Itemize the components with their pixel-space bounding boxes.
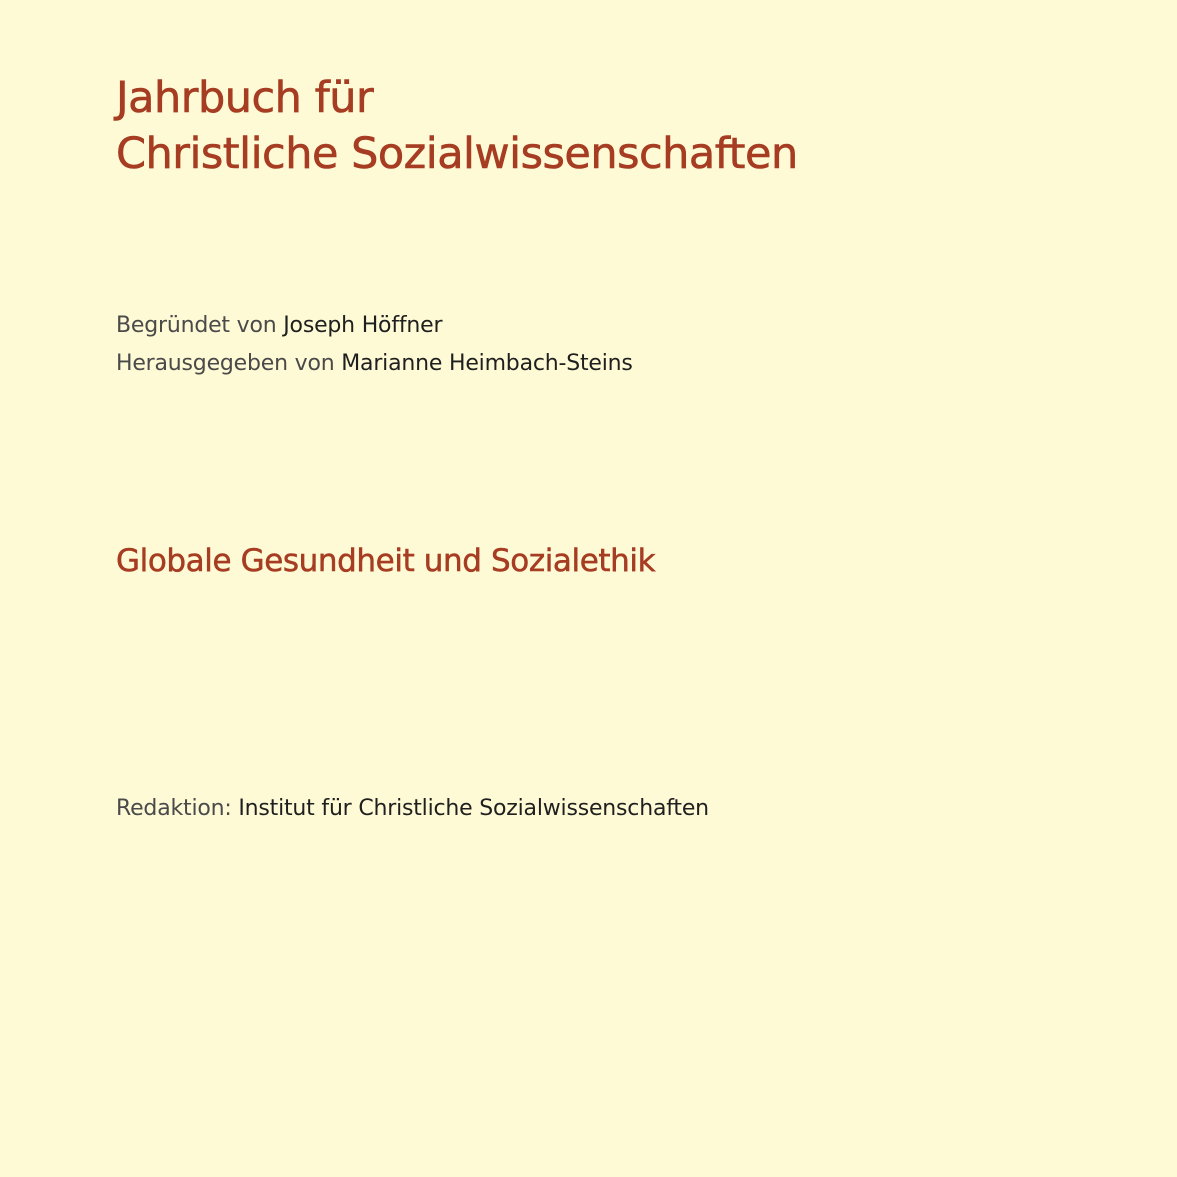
founded-by-label: Begründet von: [116, 313, 284, 338]
edited-by-label: Herausgegeben von: [116, 351, 342, 376]
edited-by-line: [116, 345, 633, 383]
founded-by-line: [116, 307, 633, 345]
editorial-institute: Institut für Christliche Sozialwissenschaften: [238, 796, 709, 821]
series-title: [116, 70, 798, 182]
editor-name: Marianne Heimbach-Steins: [341, 351, 633, 376]
editorial-label: Redaktion:: [116, 796, 239, 821]
editorial-line: [116, 790, 709, 828]
series-title-line-2: Christliche Sozialwissenschaften: [116, 129, 798, 179]
founder-name: Joseph Höffner: [283, 313, 443, 338]
credits: [116, 307, 633, 383]
volume-title: Globale Gesundheit und Sozialethik: [116, 543, 656, 579]
series-title-line-1: Jahrbuch für: [116, 73, 374, 123]
